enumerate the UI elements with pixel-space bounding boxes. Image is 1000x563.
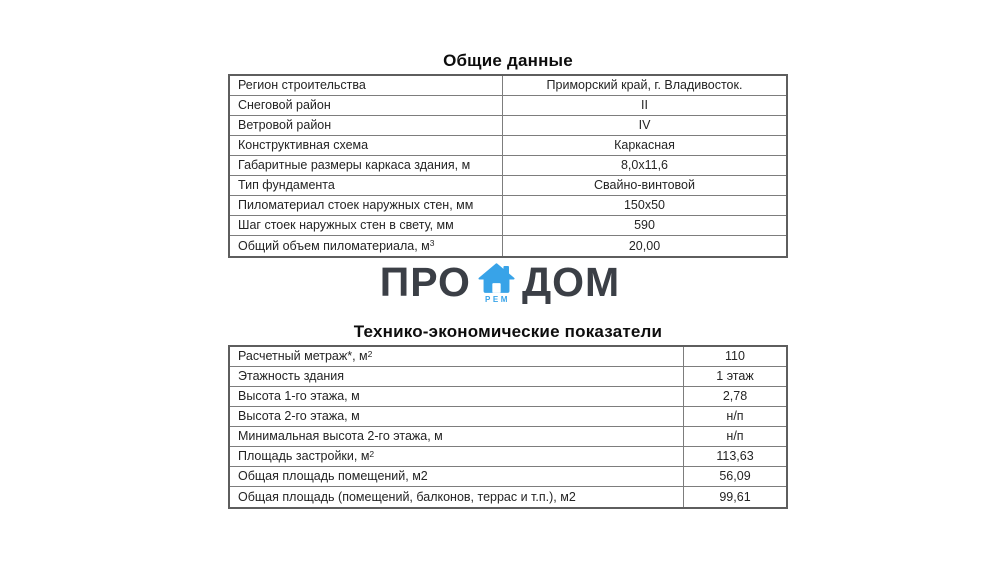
row-label: Расчетный метраж*, м $^2$ [230,347,684,366]
row-label: Габаритные размеры каркаса здания, м [230,156,503,175]
table-row [230,76,786,96]
row-label: Общая площадь помещений, м2 [230,467,684,486]
row-value: н/п [726,429,744,444]
row-label: Тип фундамента [230,176,503,195]
table-row [230,427,786,447]
row-label: Общий объем пиломатериала, м $^3$ [230,236,503,256]
row-value: 2,78 [722,389,748,404]
table-row [230,407,786,427]
row-value: 113,63 [716,449,754,464]
table-row [230,447,786,467]
row-label: Площадь застройки, м $^2$ [230,447,684,466]
table-row [230,96,786,116]
row-value: 150х50 [623,198,665,213]
row-label: Минимальная высота 2-го этажа, м [230,427,684,446]
row-label: Этажность здания [230,367,684,386]
row-value: 1 этаж [716,369,754,384]
table-row [230,236,786,256]
row-value: Приморский край, г. Владивосток. [546,78,743,93]
table-row [230,196,786,216]
general-data-table [228,74,788,258]
row-value: IV [638,118,651,133]
logo-word-dom: ДОМ [521,258,621,305]
row-value: 110 [725,349,745,364]
row-label: Высота 2-го этажа, м [230,407,684,426]
row-label: Шаг стоек наружных стен в свету, мм [230,216,503,235]
row-label: Общая площадь (помещений, балконов, террас и т.п.), м2 [230,487,684,507]
tech-indicators-title: Технико-экономические показатели [353,322,663,341]
row-label: Высота 1-го этажа, м [230,387,684,406]
row-value: 20,00 [628,238,661,253]
row-value: 590 [634,218,655,233]
row-label: Пиломатериал стоек наружных стен, мм [230,196,503,215]
house-icon [478,263,515,295]
row-label: Ветровой район [230,116,503,135]
row-value: 99,61 [719,489,751,504]
table-row [230,387,786,407]
row-value: 8,0х11,6 [620,158,669,173]
table-row [230,116,786,136]
logo-sub-label: РЕМ [485,294,510,304]
prodom-logo [0,254,1000,310]
table-row [230,487,786,507]
row-label: Конструктивная схема [230,136,503,155]
row-value: н/п [726,409,744,424]
row-label: Снеговой район [230,96,503,115]
row-label: Регион строительства [230,76,503,95]
table-row [230,467,786,487]
row-value: Каркасная [614,138,675,153]
table-row [230,156,786,176]
logo-icon-block [478,261,515,304]
table-row [230,347,786,367]
table-row [230,367,786,387]
row-value: Свайно-винтовой [594,178,695,193]
logo-word-pro: ПРО [379,258,471,305]
table-row [230,136,786,156]
row-value: II [641,98,648,113]
row-value: 56,09 [719,469,751,484]
table-row [230,176,786,196]
general-data-title: Общие данные [443,51,573,70]
table-row [230,216,786,236]
tech-indicators-table [228,345,788,509]
